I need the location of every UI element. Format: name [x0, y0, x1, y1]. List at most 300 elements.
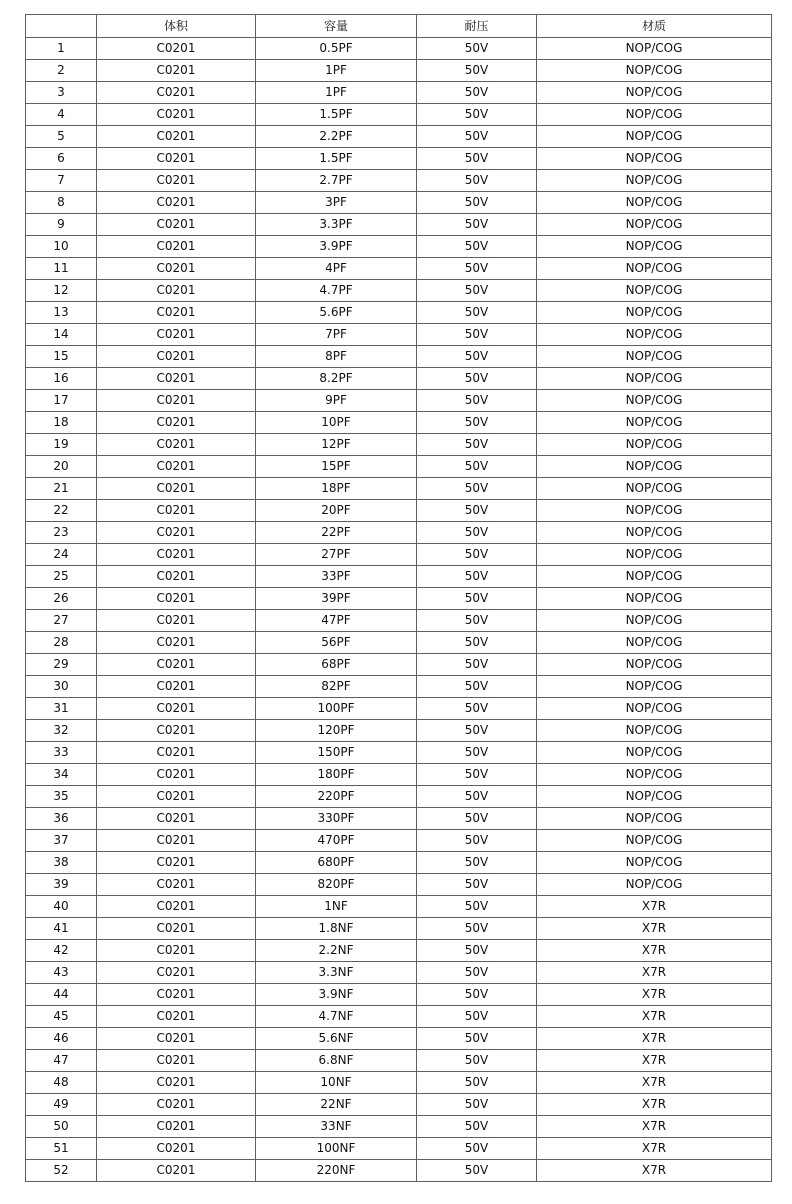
cell-material: NOP/COG: [537, 566, 772, 588]
cell-material: X7R: [537, 1050, 772, 1072]
cell-material: NOP/COG: [537, 610, 772, 632]
cell-material: NOP/COG: [537, 192, 772, 214]
cell-size: C0201: [97, 170, 256, 192]
table-row: [26, 1094, 772, 1116]
cell-size: C0201: [97, 478, 256, 500]
table-row: [26, 324, 772, 346]
cell-index: 39: [26, 874, 97, 896]
cell-size: C0201: [97, 1116, 256, 1138]
cell-voltage: 50V: [417, 1160, 537, 1182]
cell-size: C0201: [97, 1138, 256, 1160]
cell-index: 35: [26, 786, 97, 808]
cell-voltage: 50V: [417, 852, 537, 874]
cell-voltage: 50V: [417, 38, 537, 60]
cell-material: X7R: [537, 1072, 772, 1094]
cell-material: NOP/COG: [537, 874, 772, 896]
table-row: [26, 412, 772, 434]
cell-index: 49: [26, 1094, 97, 1116]
cell-index: 19: [26, 434, 97, 456]
cell-capacitance: 6.8NF: [256, 1050, 417, 1072]
cell-material: NOP/COG: [537, 808, 772, 830]
cell-capacitance: 1.5PF: [256, 148, 417, 170]
cell-index: 10: [26, 236, 97, 258]
cell-capacitance: 56PF: [256, 632, 417, 654]
header-size: 体积: [97, 15, 256, 38]
cell-index: 23: [26, 522, 97, 544]
cell-material: NOP/COG: [537, 654, 772, 676]
cell-material: NOP/COG: [537, 698, 772, 720]
cell-capacitance: 3.3NF: [256, 962, 417, 984]
cell-capacitance: 22NF: [256, 1094, 417, 1116]
cell-voltage: 50V: [417, 170, 537, 192]
cell-voltage: 50V: [417, 588, 537, 610]
cell-index: 51: [26, 1138, 97, 1160]
table-row: [26, 962, 772, 984]
cell-index: 28: [26, 632, 97, 654]
table-row: [26, 566, 772, 588]
cell-material: X7R: [537, 918, 772, 940]
cell-index: 17: [26, 390, 97, 412]
cell-material: NOP/COG: [537, 280, 772, 302]
cell-voltage: 50V: [417, 1050, 537, 1072]
cell-material: NOP/COG: [537, 456, 772, 478]
cell-size: C0201: [97, 786, 256, 808]
cell-capacitance: 33PF: [256, 566, 417, 588]
cell-size: C0201: [97, 676, 256, 698]
cell-capacitance: 47PF: [256, 610, 417, 632]
cell-size: C0201: [97, 698, 256, 720]
cell-size: C0201: [97, 874, 256, 896]
cell-material: X7R: [537, 896, 772, 918]
cell-material: NOP/COG: [537, 830, 772, 852]
cell-size: C0201: [97, 148, 256, 170]
table-row: [26, 544, 772, 566]
cell-voltage: 50V: [417, 698, 537, 720]
cell-size: C0201: [97, 654, 256, 676]
cell-capacitance: 4.7NF: [256, 1006, 417, 1028]
table-row: [26, 170, 772, 192]
cell-material: X7R: [537, 984, 772, 1006]
cell-size: C0201: [97, 60, 256, 82]
cell-voltage: 50V: [417, 742, 537, 764]
table-row: [26, 874, 772, 896]
cell-size: C0201: [97, 808, 256, 830]
cell-voltage: 50V: [417, 258, 537, 280]
cell-capacitance: 2.7PF: [256, 170, 417, 192]
cell-size: C0201: [97, 1072, 256, 1094]
cell-index: 47: [26, 1050, 97, 1072]
cell-voltage: 50V: [417, 632, 537, 654]
cell-material: X7R: [537, 1006, 772, 1028]
cell-size: C0201: [97, 412, 256, 434]
table-row: [26, 984, 772, 1006]
cell-index: 46: [26, 1028, 97, 1050]
cell-material: NOP/COG: [537, 302, 772, 324]
cell-voltage: 50V: [417, 280, 537, 302]
cell-material: NOP/COG: [537, 346, 772, 368]
cell-capacitance: 68PF: [256, 654, 417, 676]
cell-size: C0201: [97, 214, 256, 236]
cell-material: NOP/COG: [537, 38, 772, 60]
cell-size: C0201: [97, 830, 256, 852]
cell-index: 34: [26, 764, 97, 786]
cell-index: 42: [26, 940, 97, 962]
cell-material: NOP/COG: [537, 126, 772, 148]
cell-capacitance: 5.6PF: [256, 302, 417, 324]
cell-voltage: 50V: [417, 566, 537, 588]
table-row: [26, 1050, 772, 1072]
cell-capacitance: 0.5PF: [256, 38, 417, 60]
cell-index: 37: [26, 830, 97, 852]
table-row: [26, 610, 772, 632]
cell-index: 36: [26, 808, 97, 830]
cell-capacitance: 15PF: [256, 456, 417, 478]
table-row: [26, 38, 772, 60]
cell-size: C0201: [97, 82, 256, 104]
table-row: [26, 720, 772, 742]
cell-voltage: 50V: [417, 478, 537, 500]
table-row: [26, 522, 772, 544]
table-row: [26, 940, 772, 962]
cell-capacitance: 1NF: [256, 896, 417, 918]
cell-size: C0201: [97, 500, 256, 522]
cell-index: 18: [26, 412, 97, 434]
cell-voltage: 50V: [417, 918, 537, 940]
cell-voltage: 50V: [417, 610, 537, 632]
table-row: [26, 500, 772, 522]
cell-voltage: 50V: [417, 456, 537, 478]
cell-capacitance: 39PF: [256, 588, 417, 610]
table-row: [26, 280, 772, 302]
cell-material: NOP/COG: [537, 632, 772, 654]
cell-size: C0201: [97, 896, 256, 918]
cell-capacitance: 3PF: [256, 192, 417, 214]
cell-voltage: 50V: [417, 1138, 537, 1160]
cell-material: NOP/COG: [537, 720, 772, 742]
cell-capacitance: 120PF: [256, 720, 417, 742]
header-voltage: 耐压: [417, 15, 537, 38]
cell-capacitance: 1.8NF: [256, 918, 417, 940]
cell-capacitance: 220PF: [256, 786, 417, 808]
cell-size: C0201: [97, 940, 256, 962]
table-row: [26, 676, 772, 698]
table-row: [26, 258, 772, 280]
cell-index: 29: [26, 654, 97, 676]
cell-material: NOP/COG: [537, 676, 772, 698]
cell-capacitance: 680PF: [256, 852, 417, 874]
table-body: [26, 38, 772, 1182]
table-row: [26, 346, 772, 368]
cell-voltage: 50V: [417, 1072, 537, 1094]
cell-voltage: 50V: [417, 962, 537, 984]
cell-voltage: 50V: [417, 126, 537, 148]
cell-size: C0201: [97, 302, 256, 324]
cell-index: 26: [26, 588, 97, 610]
cell-voltage: 50V: [417, 104, 537, 126]
cell-index: 52: [26, 1160, 97, 1182]
cell-capacitance: 1.5PF: [256, 104, 417, 126]
cell-index: 20: [26, 456, 97, 478]
cell-capacitance: 20PF: [256, 500, 417, 522]
cell-index: 38: [26, 852, 97, 874]
cell-size: C0201: [97, 346, 256, 368]
cell-material: NOP/COG: [537, 60, 772, 82]
table-row: [26, 214, 772, 236]
cell-material: NOP/COG: [537, 412, 772, 434]
cell-index: 13: [26, 302, 97, 324]
table-row: [26, 192, 772, 214]
cell-material: NOP/COG: [537, 500, 772, 522]
cell-index: 4: [26, 104, 97, 126]
capacitor-spec-table: [25, 14, 772, 1182]
cell-size: C0201: [97, 610, 256, 632]
cell-index: 44: [26, 984, 97, 1006]
cell-index: 43: [26, 962, 97, 984]
cell-voltage: 50V: [417, 1006, 537, 1028]
header-capacitance: 容量: [256, 15, 417, 38]
cell-voltage: 50V: [417, 346, 537, 368]
cell-size: C0201: [97, 852, 256, 874]
cell-voltage: 50V: [417, 60, 537, 82]
cell-material: NOP/COG: [537, 852, 772, 874]
cell-capacitance: 220NF: [256, 1160, 417, 1182]
table-row: [26, 896, 772, 918]
cell-voltage: 50V: [417, 368, 537, 390]
cell-size: C0201: [97, 918, 256, 940]
cell-index: 21: [26, 478, 97, 500]
cell-material: NOP/COG: [537, 324, 772, 346]
cell-voltage: 50V: [417, 302, 537, 324]
cell-capacitance: 2.2PF: [256, 126, 417, 148]
header-index: [26, 15, 97, 38]
table-row: [26, 82, 772, 104]
cell-material: X7R: [537, 1138, 772, 1160]
cell-capacitance: 8PF: [256, 346, 417, 368]
table-row: [26, 786, 772, 808]
cell-index: 40: [26, 896, 97, 918]
cell-capacitance: 150PF: [256, 742, 417, 764]
cell-capacitance: 12PF: [256, 434, 417, 456]
table-row: [26, 830, 772, 852]
cell-size: C0201: [97, 1094, 256, 1116]
cell-capacitance: 5.6NF: [256, 1028, 417, 1050]
cell-material: X7R: [537, 1160, 772, 1182]
table-row: [26, 1160, 772, 1182]
cell-size: C0201: [97, 390, 256, 412]
cell-capacitance: 22PF: [256, 522, 417, 544]
cell-index: 8: [26, 192, 97, 214]
cell-size: C0201: [97, 566, 256, 588]
cell-capacitance: 18PF: [256, 478, 417, 500]
cell-index: 7: [26, 170, 97, 192]
table-row: [26, 1138, 772, 1160]
cell-index: 30: [26, 676, 97, 698]
table-row: [26, 1116, 772, 1138]
cell-capacitance: 27PF: [256, 544, 417, 566]
cell-voltage: 50V: [417, 214, 537, 236]
cell-material: NOP/COG: [537, 104, 772, 126]
cell-voltage: 50V: [417, 896, 537, 918]
cell-capacitance: 180PF: [256, 764, 417, 786]
cell-index: 6: [26, 148, 97, 170]
cell-capacitance: 3.3PF: [256, 214, 417, 236]
cell-voltage: 50V: [417, 786, 537, 808]
cell-size: C0201: [97, 38, 256, 60]
cell-capacitance: 9PF: [256, 390, 417, 412]
cell-capacitance: 1PF: [256, 82, 417, 104]
cell-voltage: 50V: [417, 1028, 537, 1050]
cell-material: X7R: [537, 962, 772, 984]
header-row: [26, 15, 772, 38]
cell-size: C0201: [97, 742, 256, 764]
cell-material: NOP/COG: [537, 434, 772, 456]
table-row: [26, 808, 772, 830]
cell-capacitance: 100NF: [256, 1138, 417, 1160]
table-row: [26, 126, 772, 148]
cell-size: C0201: [97, 126, 256, 148]
cell-index: 41: [26, 918, 97, 940]
cell-index: 9: [26, 214, 97, 236]
cell-size: C0201: [97, 1160, 256, 1182]
cell-voltage: 50V: [417, 500, 537, 522]
cell-material: X7R: [537, 1116, 772, 1138]
cell-capacitance: 470PF: [256, 830, 417, 852]
table-row: [26, 104, 772, 126]
table-row: [26, 654, 772, 676]
cell-material: NOP/COG: [537, 588, 772, 610]
cell-size: C0201: [97, 104, 256, 126]
table-row: [26, 588, 772, 610]
cell-index: 5: [26, 126, 97, 148]
table-row: [26, 60, 772, 82]
cell-size: C0201: [97, 192, 256, 214]
cell-material: NOP/COG: [537, 390, 772, 412]
cell-capacitance: 10PF: [256, 412, 417, 434]
cell-index: 27: [26, 610, 97, 632]
cell-material: NOP/COG: [537, 368, 772, 390]
cell-index: 1: [26, 38, 97, 60]
cell-capacitance: 100PF: [256, 698, 417, 720]
cell-capacitance: 4.7PF: [256, 280, 417, 302]
cell-material: X7R: [537, 1094, 772, 1116]
cell-size: C0201: [97, 324, 256, 346]
cell-index: 45: [26, 1006, 97, 1028]
cell-capacitance: 330PF: [256, 808, 417, 830]
cell-voltage: 50V: [417, 82, 537, 104]
cell-material: NOP/COG: [537, 148, 772, 170]
cell-voltage: 50V: [417, 236, 537, 258]
table-row: [26, 434, 772, 456]
cell-size: C0201: [97, 632, 256, 654]
cell-material: NOP/COG: [537, 82, 772, 104]
cell-capacitance: 820PF: [256, 874, 417, 896]
cell-size: C0201: [97, 962, 256, 984]
header-material: 材质: [537, 15, 772, 38]
cell-capacitance: 7PF: [256, 324, 417, 346]
table-row: [26, 632, 772, 654]
cell-voltage: 50V: [417, 522, 537, 544]
cell-size: C0201: [97, 764, 256, 786]
table-row: [26, 918, 772, 940]
cell-size: C0201: [97, 456, 256, 478]
table-row: [26, 1006, 772, 1028]
cell-capacitance: 33NF: [256, 1116, 417, 1138]
cell-capacitance: 8.2PF: [256, 368, 417, 390]
cell-size: C0201: [97, 720, 256, 742]
cell-capacitance: 3.9NF: [256, 984, 417, 1006]
cell-voltage: 50V: [417, 984, 537, 1006]
cell-size: C0201: [97, 258, 256, 280]
cell-voltage: 50V: [417, 764, 537, 786]
table-row: [26, 478, 772, 500]
cell-index: 22: [26, 500, 97, 522]
cell-material: NOP/COG: [537, 170, 772, 192]
cell-size: C0201: [97, 368, 256, 390]
table-row: [26, 852, 772, 874]
table-row: [26, 390, 772, 412]
cell-voltage: 50V: [417, 412, 537, 434]
cell-capacitance: 2.2NF: [256, 940, 417, 962]
cell-voltage: 50V: [417, 940, 537, 962]
table-row: [26, 148, 772, 170]
cell-capacitance: 1PF: [256, 60, 417, 82]
cell-size: C0201: [97, 984, 256, 1006]
cell-material: X7R: [537, 940, 772, 962]
cell-index: 24: [26, 544, 97, 566]
cell-size: C0201: [97, 522, 256, 544]
cell-capacitance: 3.9PF: [256, 236, 417, 258]
cell-voltage: 50V: [417, 654, 537, 676]
table-row: [26, 368, 772, 390]
cell-voltage: 50V: [417, 434, 537, 456]
cell-voltage: 50V: [417, 1116, 537, 1138]
cell-index: 11: [26, 258, 97, 280]
table-header: [26, 15, 772, 38]
cell-size: C0201: [97, 544, 256, 566]
cell-size: C0201: [97, 236, 256, 258]
cell-index: 12: [26, 280, 97, 302]
cell-voltage: 50V: [417, 676, 537, 698]
cell-index: 16: [26, 368, 97, 390]
cell-material: NOP/COG: [537, 742, 772, 764]
cell-size: C0201: [97, 434, 256, 456]
table-row: [26, 1072, 772, 1094]
cell-capacitance: 10NF: [256, 1072, 417, 1094]
cell-voltage: 50V: [417, 808, 537, 830]
cell-material: NOP/COG: [537, 786, 772, 808]
cell-material: NOP/COG: [537, 258, 772, 280]
cell-size: C0201: [97, 280, 256, 302]
cell-material: NOP/COG: [537, 522, 772, 544]
cell-material: NOP/COG: [537, 544, 772, 566]
table-row: [26, 302, 772, 324]
cell-size: C0201: [97, 588, 256, 610]
cell-material: NOP/COG: [537, 214, 772, 236]
cell-voltage: 50V: [417, 1094, 537, 1116]
cell-material: NOP/COG: [537, 236, 772, 258]
table-row: [26, 236, 772, 258]
cell-voltage: 50V: [417, 874, 537, 896]
table-row: [26, 698, 772, 720]
cell-capacitance: 82PF: [256, 676, 417, 698]
cell-voltage: 50V: [417, 148, 537, 170]
cell-material: X7R: [537, 1028, 772, 1050]
cell-index: 31: [26, 698, 97, 720]
cell-voltage: 50V: [417, 720, 537, 742]
table-row: [26, 456, 772, 478]
cell-index: 50: [26, 1116, 97, 1138]
cell-index: 14: [26, 324, 97, 346]
